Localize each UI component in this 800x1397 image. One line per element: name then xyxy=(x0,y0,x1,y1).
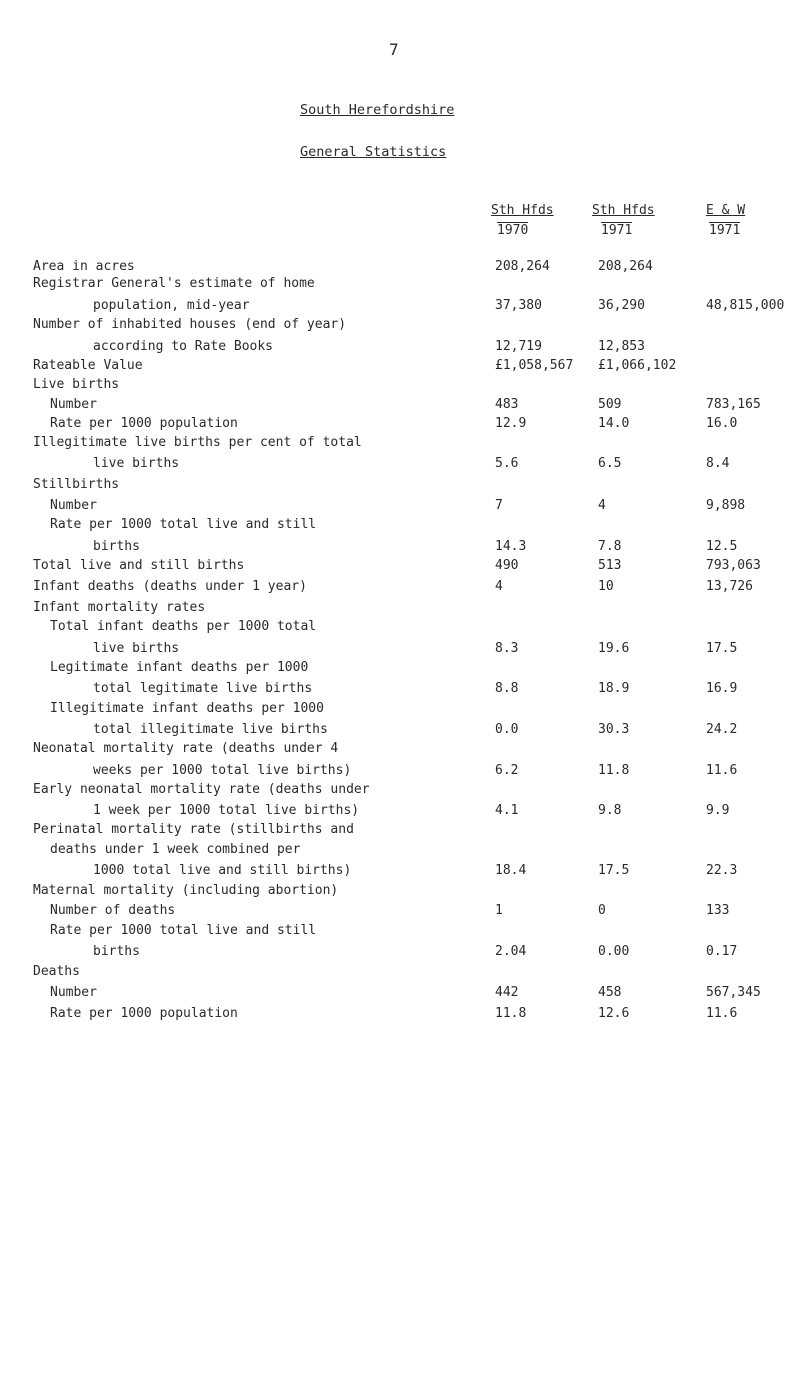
row-value-col2: 458 xyxy=(598,985,622,1000)
row-value-col3: 9,898 xyxy=(706,498,746,513)
row-value-col3: 8.4 xyxy=(706,456,730,471)
row-label: Number of deaths xyxy=(50,903,176,918)
row-label: total illegitimate live births xyxy=(93,722,328,737)
row-value-col2: 6.5 xyxy=(598,456,622,471)
row-label: Deaths xyxy=(33,964,80,979)
row-value-col1: 12.9 xyxy=(495,416,527,431)
row-value-col1: 7 xyxy=(495,498,503,513)
row-value-col3: 12.5 xyxy=(706,539,738,554)
row-value-col2: £1,066,102 xyxy=(598,358,677,373)
row-value-col1: 37,380 xyxy=(495,298,542,313)
row-label: weeks per 1000 total live births) xyxy=(93,763,352,778)
row-value-col1: 208,264 xyxy=(495,259,550,274)
row-value-col3: 24.2 xyxy=(706,722,738,737)
row-label: Rate per 1000 population xyxy=(50,416,238,431)
row-value-col3: 11.6 xyxy=(706,1006,738,1021)
row-label: Maternal mortality (including abortion) xyxy=(33,883,339,898)
row-value-col2: 30.3 xyxy=(598,722,630,737)
row-value-col1: 442 xyxy=(495,985,519,1000)
row-value-col1: 18.4 xyxy=(495,863,527,878)
row-label: births xyxy=(93,539,140,554)
row-value-col2: 10 xyxy=(598,579,614,594)
row-value-col1: 11.8 xyxy=(495,1006,527,1021)
row-label: 1000 total live and still births) xyxy=(93,863,352,878)
row-label: 1 week per 1000 total live births) xyxy=(93,803,360,818)
row-label: Stillbirths xyxy=(33,477,120,492)
column-header-3-year: 1971 xyxy=(709,223,741,238)
row-label: live births xyxy=(93,456,180,471)
row-value-col2: 12,853 xyxy=(598,339,645,354)
row-label: total legitimate live births xyxy=(93,681,313,696)
row-label: population, mid-year xyxy=(93,298,250,313)
row-label: Neonatal mortality rate (deaths under 4 xyxy=(33,741,339,756)
row-label: Rate per 1000 total live and still xyxy=(50,923,317,938)
document-subtitle: General Statistics xyxy=(300,144,447,160)
row-value-col2: 4 xyxy=(598,498,606,513)
row-value-col1: 8.8 xyxy=(495,681,519,696)
row-value-col3: 567,345 xyxy=(706,985,761,1000)
row-value-col3: 11.6 xyxy=(706,763,738,778)
row-label: Number xyxy=(50,498,97,513)
row-value-col1: 4.1 xyxy=(495,803,519,818)
row-label: Total infant deaths per 1000 total xyxy=(50,619,317,634)
row-label: Illegitimate infant deaths per 1000 xyxy=(50,701,324,716)
row-value-col1: 5.6 xyxy=(495,456,519,471)
row-value-col2: 36,290 xyxy=(598,298,645,313)
row-value-col1: 483 xyxy=(495,397,519,412)
row-label: Number xyxy=(50,397,97,412)
row-value-col3: 13,726 xyxy=(706,579,753,594)
column-header-1-year: 1970 xyxy=(497,223,529,238)
row-label: Rateable Value xyxy=(33,358,143,373)
row-value-col3: 793,063 xyxy=(706,558,761,573)
row-label: Rate per 1000 population xyxy=(50,1006,238,1021)
row-label: Area in acres xyxy=(33,259,135,274)
row-label: Early neonatal mortality rate (deaths under xyxy=(33,782,370,797)
row-value-col2: 18.9 xyxy=(598,681,630,696)
row-label: Legitimate infant deaths per 1000 xyxy=(50,660,309,675)
row-value-col2: 9.8 xyxy=(598,803,622,818)
row-value-col1: 2.04 xyxy=(495,944,527,959)
row-label: Live births xyxy=(33,377,120,392)
row-value-col1: £1,058,567 xyxy=(495,358,574,373)
row-label: Registrar General's estimate of home xyxy=(33,276,315,291)
page-number: 7 xyxy=(389,40,399,59)
column-header-1-name: Sth Hfds xyxy=(491,203,554,218)
row-value-col3: 9.9 xyxy=(706,803,730,818)
row-value-col3: 133 xyxy=(706,903,730,918)
row-value-col2: 12.6 xyxy=(598,1006,630,1021)
row-value-col1: 1 xyxy=(495,903,503,918)
row-value-col3: 783,165 xyxy=(706,397,761,412)
row-label: Rate per 1000 total live and still xyxy=(50,517,317,532)
column-header-2-name: Sth Hfds xyxy=(592,203,655,218)
row-value-col1: 8.3 xyxy=(495,641,519,656)
row-value-col3: 16.9 xyxy=(706,681,738,696)
row-label: according to Rate Books xyxy=(93,339,274,354)
row-value-col2: 7.8 xyxy=(598,539,622,554)
row-label: Number of inhabited houses (end of year) xyxy=(33,317,347,332)
row-value-col1: 6.2 xyxy=(495,763,519,778)
row-label: births xyxy=(93,944,140,959)
row-value-col2: 14.0 xyxy=(598,416,630,431)
row-value-col3: 48,815,000 xyxy=(706,298,785,313)
row-label: Number xyxy=(50,985,97,1000)
column-header-2-year: 1971 xyxy=(601,223,633,238)
row-value-col2: 11.8 xyxy=(598,763,630,778)
row-value-col3: 22.3 xyxy=(706,863,738,878)
row-value-col3: 16.0 xyxy=(706,416,738,431)
row-label: Perinatal mortality rate (stillbirths and xyxy=(33,822,354,837)
row-value-col1: 490 xyxy=(495,558,519,573)
row-value-col2: 208,264 xyxy=(598,259,653,274)
row-value-col2: 17.5 xyxy=(598,863,630,878)
row-label: Infant deaths (deaths under 1 year) xyxy=(33,579,307,594)
row-value-col1: 0.0 xyxy=(495,722,519,737)
row-value-col2: 19.6 xyxy=(598,641,630,656)
column-header-3-name: E & W xyxy=(706,203,746,218)
row-value-col2: 509 xyxy=(598,397,622,412)
row-value-col2: 0 xyxy=(598,903,606,918)
row-value-col2: 513 xyxy=(598,558,622,573)
row-value-col3: 0.17 xyxy=(706,944,738,959)
row-value-col2: 0.00 xyxy=(598,944,630,959)
row-label: Illegitimate live births per cent of total xyxy=(33,435,362,450)
row-label: Infant mortality rates xyxy=(33,600,206,615)
row-value-col1: 14.3 xyxy=(495,539,527,554)
row-label: live births xyxy=(93,641,180,656)
document-title: South Herefordshire xyxy=(300,102,455,118)
row-value-col1: 4 xyxy=(495,579,503,594)
row-label: Total live and still births xyxy=(33,558,245,573)
row-value-col3: 17.5 xyxy=(706,641,738,656)
row-value-col1: 12,719 xyxy=(495,339,542,354)
row-label: deaths under 1 week combined per xyxy=(50,842,301,857)
